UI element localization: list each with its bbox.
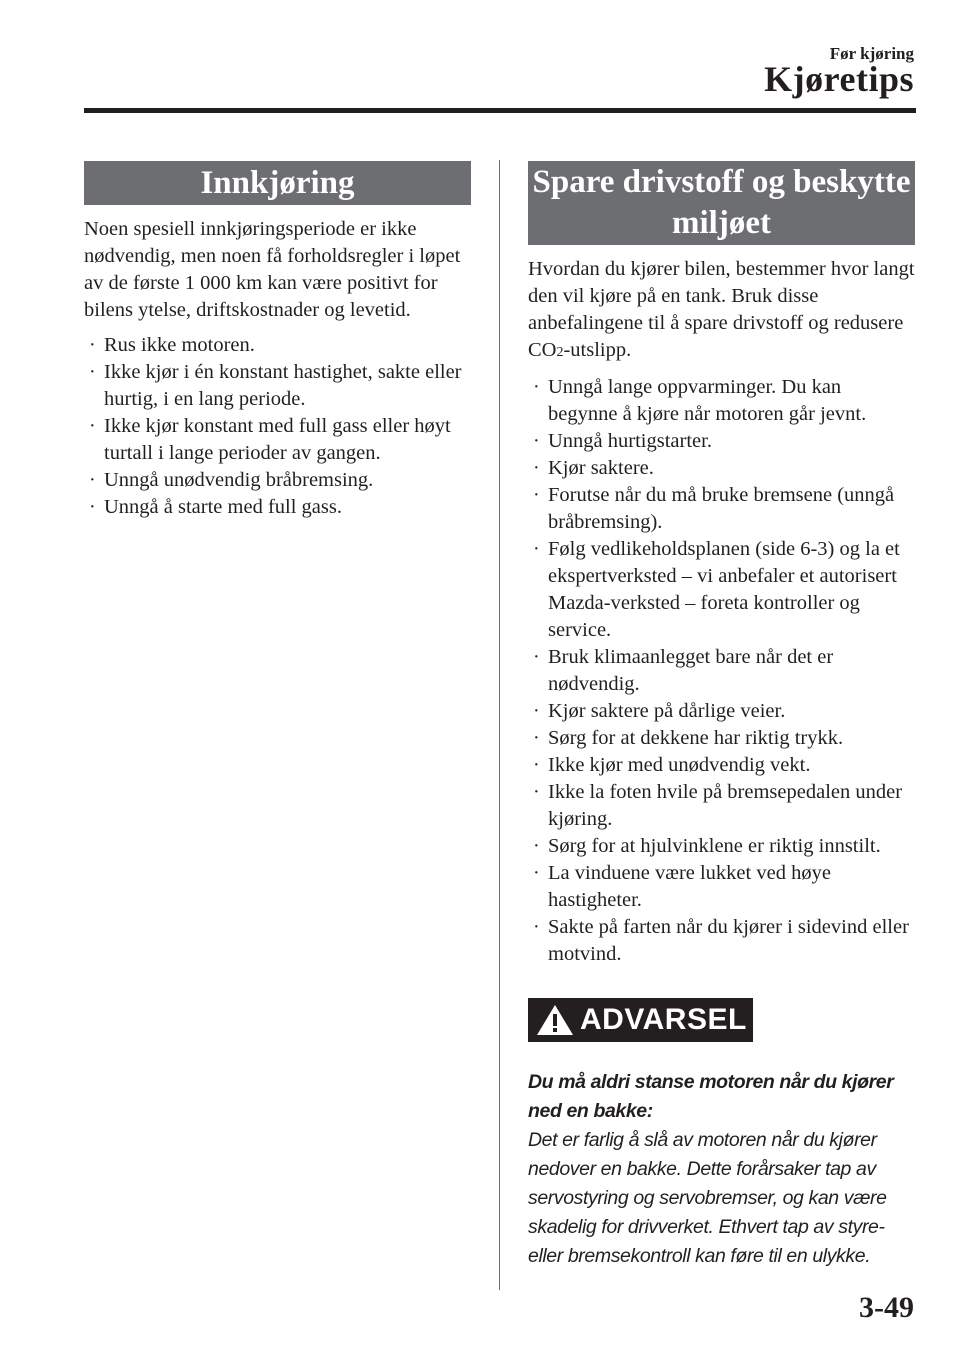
heading-spare-drivstoff xyxy=(528,161,915,245)
drivstoff-list xyxy=(528,374,915,968)
header-rule xyxy=(84,108,916,113)
heading-innkjoring: Innkjøring xyxy=(84,161,471,205)
column-divider xyxy=(499,160,500,1290)
list-item: · La vinduene være lukket ved høye hastigheter. xyxy=(533,862,831,911)
list-item: · Ikke kjør med unødvendig vekt. xyxy=(533,754,811,776)
list-item: · Sakte på farten når du kjører i sidevind eller motvind. xyxy=(533,916,909,965)
list-item: · Ikke kjør i én konstant hastighet, sakte eller hurtig, i en lang periode. xyxy=(89,361,462,410)
heading-line-1: Spare drivstoff og beskytte xyxy=(532,164,911,200)
list-item: · Bruk klimaanlegget bare når det er nødvendig. xyxy=(533,646,834,695)
list-item: · Følg vedlikeholdsplanen (side 6-3) og la et ekspertverksted – vi anbefaler et autorisert Mazda-verksted – foreta kontroller og service. xyxy=(533,538,900,641)
warning-title: Du må aldri stanse motoren når du kjører ned en bakke: xyxy=(528,1071,894,1122)
drivstoff-intro: Hvordan du kjører bilen, bestemmer hvor langt den vil kjøre på en tank. Bruk disse anbefalingene til å spare drivstoff og redusere CO2-utslipp. xyxy=(528,258,915,361)
list-item: · Forutse når du må bruke bremsene (unngå bråbremsing). xyxy=(533,484,895,533)
list-item: · Unngå å starte med full gass. xyxy=(89,496,342,518)
list-item: · Unngå lange oppvarminger. Du kan begynne å kjøre når motoren går jevnt. xyxy=(533,376,867,425)
heading-line-2: miljøet xyxy=(672,205,771,241)
warning-badge xyxy=(528,998,753,1042)
list-item: · Kjør saktere. xyxy=(533,457,654,479)
list-item: · Sørg for at hjulvinklene er riktig innstilt. xyxy=(533,835,881,857)
right-column xyxy=(528,161,915,1271)
chapter-title: Før kjøring xyxy=(829,44,914,63)
list-item: · Ikke kjør konstant med full gass eller høyt turtall i lange perioder av gangen. xyxy=(89,415,451,464)
warning-triangle-icon xyxy=(536,1003,574,1037)
list-item: · Unngå unødvendig bråbremsing. xyxy=(89,469,374,491)
list-item: · Ikke la foten hvile på bremsepedalen under kjøring. xyxy=(533,781,903,830)
page-number: 3-49 xyxy=(859,1291,914,1324)
list-item: · Kjør saktere på dårlige veier. xyxy=(533,700,786,722)
warning-label: ADVARSEL xyxy=(580,1003,747,1036)
section-title: Kjøretips xyxy=(764,59,914,99)
left-column xyxy=(84,161,471,521)
list-item: · Sørg for at dekkene har riktig trykk. xyxy=(533,727,844,749)
innkjoring-intro: Noen spesiell innkjøringsperiode er ikke nødvendig, men noen få forholdsregler i løpet av de første 1 000 km kan være positivt for bilens ytelse, driftskostnader og levetid. xyxy=(84,218,461,321)
list-item: · Unngå hurtigstarter. xyxy=(533,430,712,452)
list-item: · Rus ikke motoren. xyxy=(89,334,255,356)
warning-body: Det er farlig å slå av motoren når du kjører nedover en bakke. Dette forårsaker tap av servostyring og servobremser, og kan være skadelig for drivverket. Ethvert tap av styre- eller bremsekontroll kan føre til en ulykke. xyxy=(528,1129,887,1267)
innkjoring-list xyxy=(84,332,471,521)
